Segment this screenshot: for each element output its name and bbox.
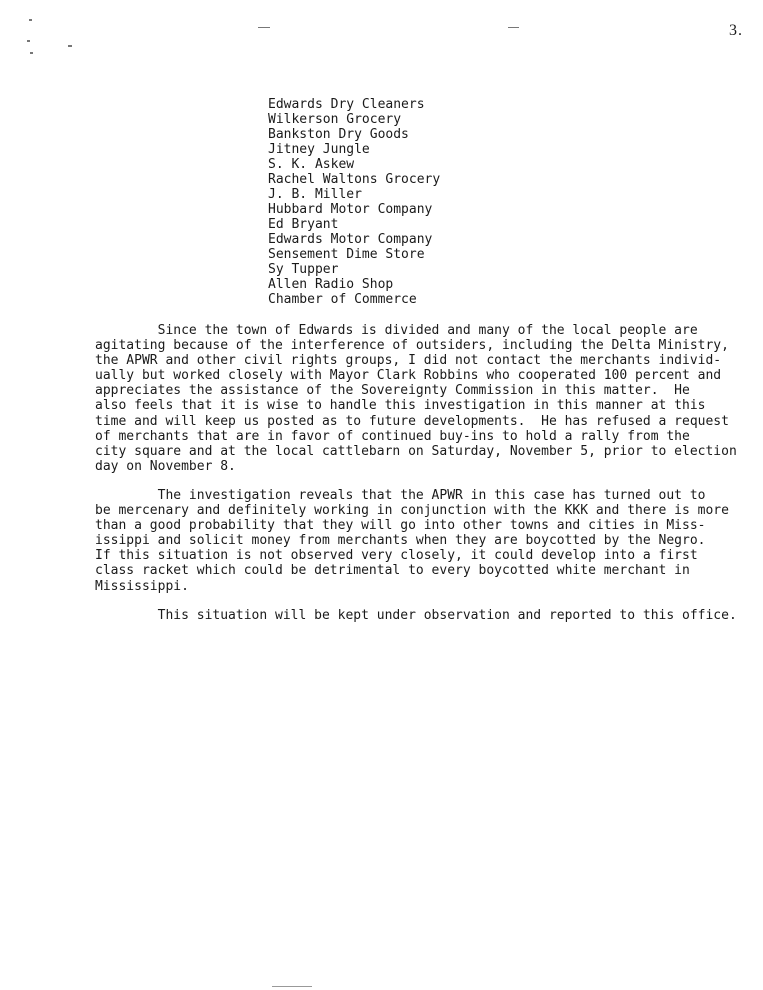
paragraph-town-divided [95, 323, 737, 474]
list-item: Jitney Jungle [268, 142, 370, 157]
list-item: Sensement Dime Store [268, 247, 425, 262]
scan-speck [27, 40, 30, 42]
text-line: issippi and solicit money from merchants when they are boycotted by the Negro. [95, 533, 706, 549]
text-line: day on November 8. [95, 458, 236, 474]
text-line: class racket which could be detrimental to every boycotted white merchant in [95, 563, 690, 579]
text-line: than a good probability that they will go into other towns and cities in Miss- [95, 518, 706, 534]
scan-dash [272, 986, 312, 987]
text-line: ually but worked closely with Mayor Clark Robbins who cooperated 100 percent and [95, 368, 722, 384]
text-line: be mercenary and definitely working in conjunction with the KKK and there is more [95, 503, 729, 519]
scan-speck [30, 52, 33, 54]
text-line: agitating because of the interference of outsiders, including the Delta Ministry, [95, 338, 729, 354]
merchant-list [268, 97, 440, 307]
list-item: Wilkerson Grocery [268, 112, 402, 127]
scan-dash [258, 27, 270, 28]
text-line: the APWR and other civil rights groups, I did not contact the merchants individ- [95, 353, 722, 369]
text-line: Mississippi. [95, 578, 189, 594]
list-item: Chamber of Commerce [268, 292, 417, 307]
scan-speck [29, 19, 32, 21]
list-item: Sy Tupper [268, 262, 339, 277]
page-number: 3. [729, 22, 743, 39]
text-line: appreciates the assistance of the Sovereignty Commission in this matter. He [95, 383, 690, 399]
text-line: of merchants that are in favor of continued buy-ins to hold a rally from the [95, 428, 690, 444]
text-line: This situation will be kept under observation and reported to this office. [95, 608, 737, 623]
text-line: time and will keep us posted as to future developments. He has refused a request [95, 413, 729, 429]
list-item: Edwards Dry Cleaners [268, 97, 425, 112]
list-item: Bankston Dry Goods [268, 127, 409, 142]
list-item: S. K. Askew [268, 157, 355, 172]
paragraph-observation [95, 608, 737, 623]
text-line: also feels that it is wise to handle this investigation in this manner at this [95, 398, 706, 414]
list-item: Rachel Waltons Grocery [268, 172, 441, 187]
list-item: Ed Bryant [268, 217, 339, 232]
text-line: Since the town of Edwards is divided and many of the local people are [95, 323, 698, 338]
list-item: J. B. Miller [268, 187, 362, 202]
list-item: Hubbard Motor Company [268, 202, 433, 217]
text-line: city square and at the local cattlebarn on Saturday, November 5, prior to election [95, 443, 737, 459]
text-line: The investigation reveals that the APWR in this case has turned out to [95, 488, 706, 503]
list-item: Edwards Motor Company [268, 232, 433, 247]
scan-dash [508, 27, 519, 28]
list-item: Allen Radio Shop [268, 277, 394, 292]
scan-speck [68, 45, 72, 47]
text-line: If this situation is not observed very closely, it could develop into a first [95, 548, 698, 564]
paragraph-investigation [95, 488, 729, 594]
